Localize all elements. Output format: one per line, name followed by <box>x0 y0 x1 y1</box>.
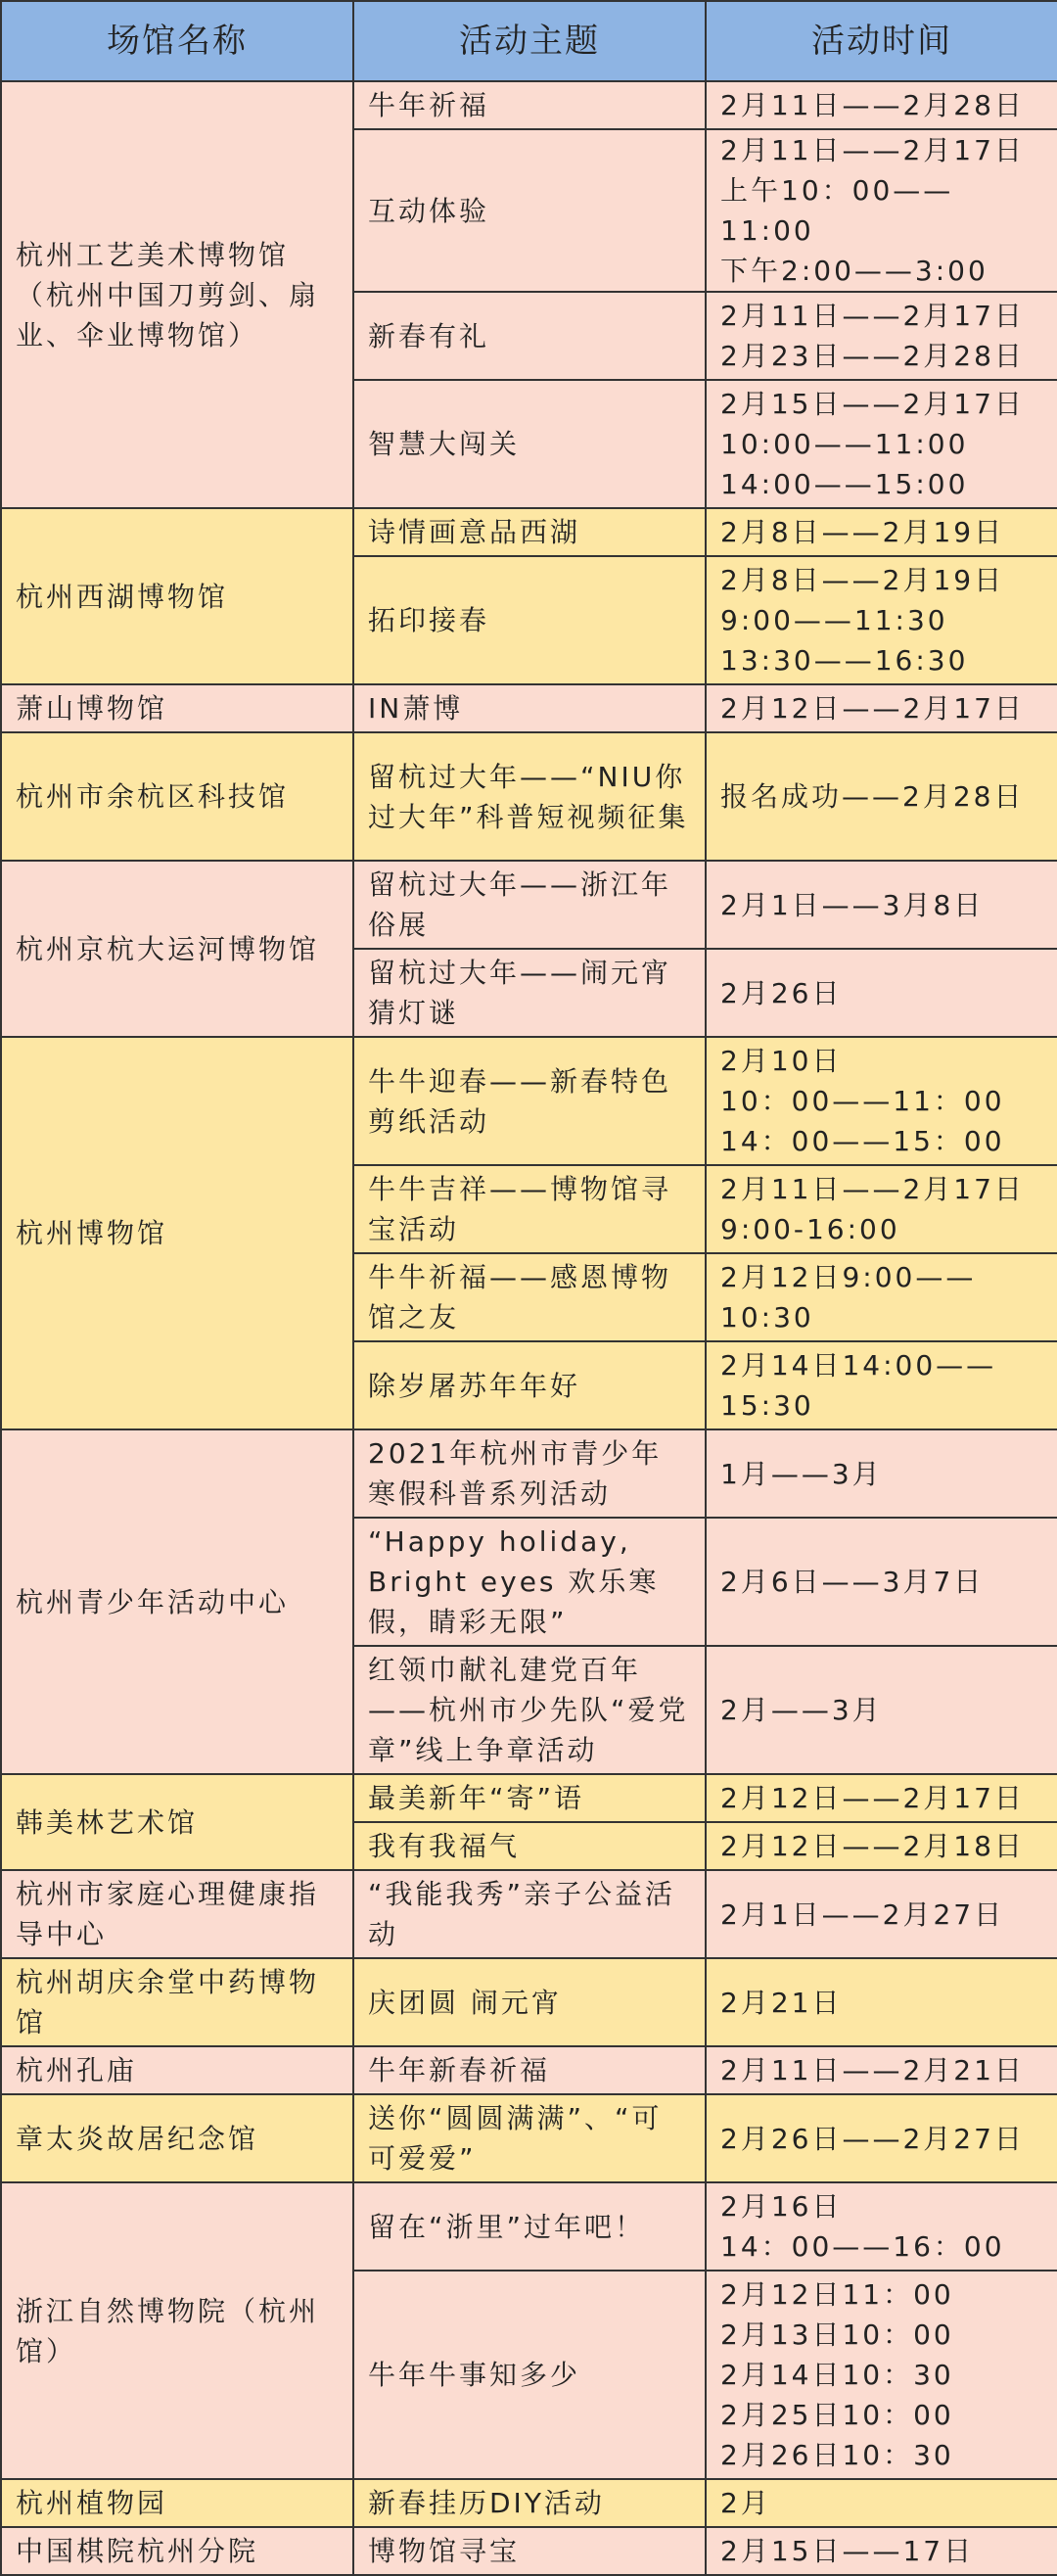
time-cell: 2月1日——2月27日 <box>706 1870 1057 1958</box>
theme-cell: 留在“浙里”过年吧！ <box>353 2182 706 2271</box>
header-theme: 活动主题 <box>353 1 706 81</box>
time-cell: 2月11日——2月17日 9:00-16:00 <box>706 1165 1057 1253</box>
theme-cell: 牛牛吉祥——博物馆寻宝活动 <box>353 1165 706 1253</box>
time-cell: 2月8日——2月19日 9:00——11:30 13:30——16:30 <box>706 556 1057 684</box>
time-cell: 2月1日——3月8日 <box>706 861 1057 949</box>
venue-cell: 章太炎故居纪念馆 <box>1 2094 353 2182</box>
time-cell: 2月11日——2月17日 上午10：00——11:00 下午2:00——3:00 <box>706 129 1057 292</box>
theme-cell: 诗情画意品西湖 <box>353 508 706 556</box>
venue-cell: 杭州市余杭区科技馆 <box>1 732 353 861</box>
theme-cell: 牛年祈福 <box>353 81 706 129</box>
time-cell: 2月12日9:00——10:30 <box>706 1253 1057 1341</box>
theme-cell: 牛牛迎春——新春特色剪纸活动 <box>353 1037 706 1165</box>
time-cell: 2月26日 <box>706 949 1057 1037</box>
table-row <box>1 684 1057 732</box>
time-cell: 2月8日——2月19日 <box>706 508 1057 556</box>
time-cell: 2月21日 <box>706 1958 1057 2046</box>
table-row <box>1 861 1057 949</box>
table-row <box>1 1870 1057 1958</box>
theme-cell: 留杭过大年——闹元宵猜灯谜 <box>353 949 706 1037</box>
time-cell: 2月12日——2月17日 <box>706 684 1057 732</box>
theme-cell: IN萧博 <box>353 684 706 732</box>
time-cell: 2月11日——2月21日 <box>706 2046 1057 2094</box>
theme-cell: 庆团圆 闹元宵 <box>353 1958 706 2046</box>
table-row <box>1 1958 1057 2046</box>
time-cell: 2月26日——2月27日 <box>706 2094 1057 2182</box>
theme-cell: “Happy holiday, Bright eyes 欢乐寒假，睛彩无限” <box>353 1518 706 1646</box>
table-row <box>1 1429 1057 1518</box>
time-cell: 2月 <box>706 2479 1057 2527</box>
venue-cell: 中国棋院杭州分院 <box>1 2527 353 2575</box>
header-venue: 场馆名称 <box>1 1 353 81</box>
theme-cell: 送你“圆圆满满”、“可可爱爱” <box>353 2094 706 2182</box>
table-row <box>1 81 1057 129</box>
venue-cell: 杭州胡庆余堂中药博物馆 <box>1 1958 353 2046</box>
venue-cell: 浙江自然博物院（杭州馆） <box>1 2182 353 2479</box>
time-cell: 1月——3月 <box>706 1429 1057 1518</box>
theme-cell: 新春有礼 <box>353 292 706 380</box>
theme-cell: 博物馆寻宝 <box>353 2527 706 2575</box>
venue-cell: 杭州京杭大运河博物馆 <box>1 861 353 1037</box>
theme-cell: 红领巾献礼建党百年——杭州市少先队“爱党章”线上争章活动 <box>353 1646 706 1774</box>
theme-cell: 牛牛祈福——感恩博物馆之友 <box>353 1253 706 1341</box>
theme-cell: 智慧大闯关 <box>353 380 706 508</box>
table-row <box>1 732 1057 861</box>
theme-cell: 最美新年“寄”语 <box>353 1774 706 1822</box>
table-row <box>1 2046 1057 2094</box>
table-row <box>1 2094 1057 2182</box>
venue-cell: 萧山博物馆 <box>1 684 353 732</box>
venue-cell: 韩美林艺术馆 <box>1 1774 353 1870</box>
venue-cell: 杭州青少年活动中心 <box>1 1429 353 1774</box>
time-cell: 2月12日——2月18日 <box>706 1822 1057 1870</box>
theme-cell: 留杭过大年——“NIU你过大年”科普短视频征集 <box>353 732 706 861</box>
time-cell: 2月15日——2月17日 10:00——11:00 14:00——15:00 <box>706 380 1057 508</box>
theme-cell: 互动体验 <box>353 129 706 292</box>
header-row <box>1 1 1057 81</box>
table-row <box>1 508 1057 556</box>
venue-cell: 杭州孔庙 <box>1 2046 353 2094</box>
time-cell: 2月10日 10：00——11：00 14：00——15：00 <box>706 1037 1057 1165</box>
time-cell: 2月12日——2月17日 <box>706 1774 1057 1822</box>
venue-cell: 杭州西湖博物馆 <box>1 508 353 684</box>
venue-cell: 杭州工艺美术博物馆 （杭州中国刀剪剑、扇业、伞业博物馆） <box>1 81 353 508</box>
time-cell: 2月11日——2月17日 2月23日——2月28日 <box>706 292 1057 380</box>
table-row <box>1 1774 1057 1822</box>
time-cell: 报名成功——2月28日 <box>706 732 1057 861</box>
venue-cell: 杭州市家庭心理健康指导中心 <box>1 1870 353 1958</box>
time-cell: 2月12日11：00 2月13日10：00 2月14日10：30 2月25日10：00 2月26日10：30 <box>706 2271 1057 2479</box>
theme-cell: 我有我福气 <box>353 1822 706 1870</box>
time-cell: 2月14日14:00——15:30 <box>706 1341 1057 1429</box>
theme-cell: 2021年杭州市青少年寒假科普系列活动 <box>353 1429 706 1518</box>
table-row <box>1 2527 1057 2575</box>
theme-cell: 牛年牛事知多少 <box>353 2271 706 2479</box>
theme-cell: 牛年新春祈福 <box>353 2046 706 2094</box>
theme-cell: “我能我秀”亲子公益活动 <box>353 1870 706 1958</box>
table-row <box>1 1037 1057 1165</box>
theme-cell: 拓印接春 <box>353 556 706 684</box>
time-cell: 2月6日——3月7日 <box>706 1518 1057 1646</box>
venue-cell: 杭州博物馆 <box>1 1037 353 1429</box>
header-time: 活动时间 <box>706 1 1057 81</box>
time-cell: 2月16日 14：00——16：00 <box>706 2182 1057 2271</box>
theme-cell: 留杭过大年——浙江年俗展 <box>353 861 706 949</box>
time-cell: 2月——3月 <box>706 1646 1057 1774</box>
theme-cell: 除岁屠苏年年好 <box>353 1341 706 1429</box>
table-row <box>1 2182 1057 2271</box>
table-row <box>1 2479 1057 2527</box>
theme-cell: 新春挂历DIY活动 <box>353 2479 706 2527</box>
table-body <box>1 81 1057 2575</box>
time-cell: 2月15日——17日 <box>706 2527 1057 2575</box>
venue-cell: 杭州植物园 <box>1 2479 353 2527</box>
time-cell: 2月11日——2月28日 <box>706 81 1057 129</box>
